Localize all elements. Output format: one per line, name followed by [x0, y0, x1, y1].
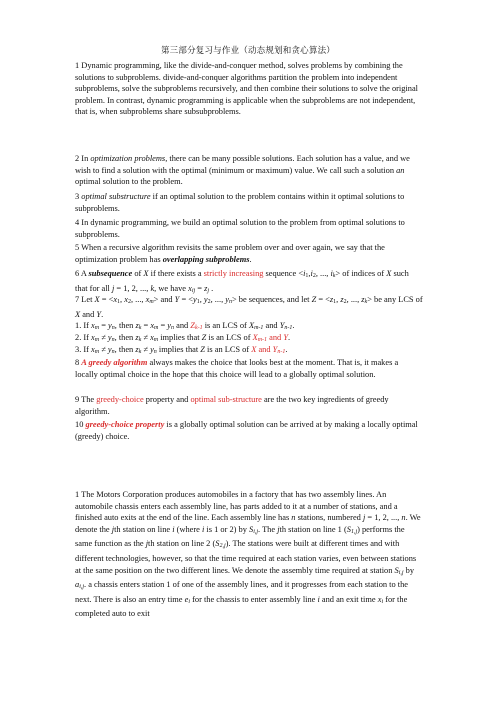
- text-run: X: [386, 269, 392, 278]
- text-run: .: [285, 345, 288, 354]
- text-run: A greedy algorithm: [81, 358, 148, 367]
- text-run: 1: [117, 299, 121, 305]
- text-run: m-1: [257, 337, 268, 343]
- text-run: m: [153, 337, 159, 343]
- text-run: optimization problems: [90, 154, 166, 163]
- text-run: and an exit time: [319, 594, 378, 604]
- text-run: 7 Let: [75, 295, 95, 304]
- text-run: = <: [179, 295, 193, 304]
- text-run: , ...,: [315, 269, 331, 278]
- text-run: property and: [143, 395, 191, 404]
- text-run: Y: [283, 333, 289, 342]
- text-run: x: [91, 321, 95, 330]
- text-run: by: [403, 565, 415, 575]
- text-run: ). The stations were built at different times and with different technologies, however, so that the time required at each station varies, even between stations at the same position on the two different lines. We denote the assembly time required at station: [75, 539, 417, 575]
- text-run: j: [111, 524, 115, 534]
- text-run: optimal substructure: [81, 192, 151, 201]
- text-run: Y: [279, 321, 285, 330]
- text-run: 2: [207, 299, 211, 305]
- text-run: m: [149, 299, 154, 305]
- text-run: th station on line 2 (: [148, 539, 216, 549]
- text-run: 2: [312, 273, 316, 279]
- text-run: stations, numbered: [295, 513, 363, 523]
- text-run: Z: [190, 321, 195, 330]
- text-run: for the completed auto to exit: [75, 594, 408, 619]
- text-run: i: [303, 269, 306, 278]
- text-run: Y: [96, 309, 102, 319]
- text-run: x: [113, 295, 118, 304]
- text-run: z: [135, 333, 139, 342]
- text-run: implies that: [158, 333, 202, 342]
- text-run: = 1, 2, ...,: [114, 283, 151, 293]
- text-run: and: [80, 309, 97, 319]
- text-run: z: [204, 283, 208, 293]
- text-run: y: [167, 321, 172, 330]
- text-run: 3. If: [75, 345, 92, 354]
- point-1: [75, 60, 423, 118]
- text-run: 10: [75, 420, 86, 429]
- text-run: th station on line: [114, 524, 173, 534]
- text-run: X: [75, 309, 81, 319]
- text-run: 2,j: [219, 543, 226, 550]
- text-run: . The: [258, 524, 278, 534]
- text-run: x: [91, 345, 95, 354]
- text-run: n: [291, 513, 296, 523]
- text-run: subsequence: [88, 269, 133, 278]
- text-run: if an optimal solution to the problem contains within it optimal solutions to subproblems.: [75, 192, 405, 213]
- text-run: . a chassis enters station 1 of one of the assembly lines, and it progresses from each station to the next. There is also an entry time: [75, 580, 409, 604]
- text-run: Y: [174, 295, 180, 304]
- text-run: always makes the choice that looks best at the moment. That is, it makes a locally optimal choice in the hope that this choice will lead to a globally optimal solution.: [75, 358, 399, 379]
- text-run: z: [340, 295, 344, 304]
- text-run: , then: [114, 321, 136, 330]
- text-run: i: [330, 269, 333, 278]
- text-run: j: [362, 513, 366, 523]
- text-run: k: [138, 337, 142, 343]
- text-run: j: [145, 539, 149, 549]
- text-run: 1,j: [350, 528, 358, 535]
- text-run: overlapping subproblems: [162, 254, 250, 264]
- text-run: X: [252, 333, 258, 342]
- text-run: Z: [200, 345, 205, 354]
- text-run: i: [202, 524, 205, 534]
- text-run: 1: [305, 273, 309, 279]
- text-run: n: [171, 325, 175, 331]
- text-run: ij: [191, 287, 196, 294]
- text-run: . We denote the: [75, 513, 421, 534]
- text-run: ,: [308, 269, 311, 278]
- text-run: x: [377, 594, 382, 604]
- text-run: S: [215, 539, 220, 549]
- text-run: (where: [174, 524, 202, 534]
- text-run: if there exists a: [148, 269, 204, 278]
- text-run: 4 In dynamic programming, we build an optimal solution to the problem from optimal solutions to subproblems.: [75, 218, 405, 239]
- text-run: > and: [153, 295, 175, 304]
- text-run: j: [207, 287, 210, 294]
- text-run: x: [150, 333, 154, 342]
- text-run: n: [111, 349, 115, 355]
- text-run: greedy-choice property: [85, 420, 165, 429]
- text-run: m: [94, 325, 100, 331]
- text-run: y: [107, 333, 112, 342]
- point-5: [75, 242, 423, 265]
- text-run: is an LCS of: [202, 321, 249, 330]
- text-run: k-1: [194, 325, 203, 331]
- text-run: = <: [99, 295, 114, 304]
- text-run: is a globally optimal solution can be arrived at by making a locally optimal (greedy) choice.: [75, 420, 418, 441]
- text-run: z: [329, 295, 334, 304]
- text-run: k: [138, 325, 142, 331]
- text-run: is 1 or 2) by: [204, 524, 249, 534]
- text-run: ,: [199, 295, 204, 304]
- text-run: k: [150, 283, 155, 293]
- text-run: 1. If: [75, 321, 92, 330]
- text-run: are the two key ingredients of greedy algorithm.: [75, 395, 389, 416]
- exercise-1: [75, 489, 423, 620]
- text-run: z: [361, 295, 365, 304]
- text-run: is an LCS of: [204, 345, 252, 354]
- text-run: n-1: [284, 325, 293, 331]
- text-run: 1 Dynamic programming, like the divide-and-conquer method, solves problems by combining the solutions to subproblems. divide-and-conquer algorithms partition the problem into independent subproblems, solve the subproblems recursively, and then combine their solutions to solve the original problem. In contrast, dynamic programming is applicable when the subproblems are not independent, that is, when subproblems share subsubproblems.: [75, 61, 419, 117]
- text-run: m-1: [254, 325, 264, 331]
- text-run: , there can be many possible solutions. Each solution has a value, and we wish to find a solution with the optimal (minimum or maximum) value. We call such a solution: [75, 154, 410, 175]
- text-run: j: [111, 283, 115, 293]
- text-run: X: [251, 345, 257, 354]
- text-run: z: [135, 321, 139, 330]
- text-run: z: [135, 345, 139, 354]
- point-3: [75, 191, 423, 214]
- text-run: 2 In: [75, 154, 91, 163]
- text-run: > be sequences, and let: [231, 295, 312, 304]
- text-run: 5 When a recursive algorithm revisits the same problem over and over again, we say that the optimization problem has: [75, 243, 385, 264]
- text-run: a: [75, 580, 80, 590]
- text-run: 2. If: [75, 333, 92, 342]
- text-run: , we have: [154, 283, 189, 293]
- text-run: = <: [316, 295, 330, 304]
- text-run: ,: [120, 295, 125, 304]
- text-run: i: [188, 598, 191, 605]
- text-run: 6 A: [75, 269, 89, 278]
- page-title: 第三部分复习与作业（动态规划和贪心算法）: [160, 45, 335, 55]
- text-run: y: [225, 295, 229, 304]
- text-run: , then: [114, 333, 136, 342]
- text-run: x: [188, 283, 192, 293]
- point-9: [75, 394, 423, 417]
- text-run: > be any LCS of: [367, 295, 423, 304]
- text-run: 2: [127, 299, 131, 305]
- text-run: S: [249, 524, 254, 534]
- text-run: X: [143, 269, 149, 278]
- text-run: such that for all: [75, 269, 409, 293]
- text-run: ≠: [99, 345, 108, 354]
- text-run: an: [396, 165, 405, 175]
- point-4: [75, 217, 423, 240]
- text-run: Y: [272, 345, 278, 354]
- text-run: k: [364, 299, 368, 305]
- text-run: =: [99, 321, 109, 330]
- text-run: m: [154, 325, 159, 331]
- text-run: =: [141, 321, 151, 330]
- text-run: .: [288, 333, 291, 342]
- point-7: [75, 294, 423, 320]
- point-10: [75, 419, 423, 442]
- text-run: , ...,: [130, 295, 146, 304]
- text-run: th station on line 1 (: [279, 524, 347, 534]
- text-run: Z: [201, 333, 207, 342]
- text-run: = 1, 2, ...,: [365, 513, 402, 523]
- text-run: n: [111, 325, 115, 331]
- text-run: y: [192, 295, 197, 304]
- text-run: m: [94, 349, 100, 355]
- text-run: ≠: [141, 345, 151, 354]
- text-run: j: [277, 524, 280, 534]
- text-run: .: [101, 309, 104, 319]
- text-run: .: [249, 254, 252, 264]
- text-run: =: [195, 283, 205, 293]
- text-run: n: [111, 337, 115, 343]
- point-2: [75, 153, 423, 188]
- text-run: y: [107, 345, 112, 354]
- text-run: S: [346, 524, 351, 534]
- text-run: y: [108, 321, 112, 330]
- text-run: X: [248, 321, 255, 330]
- text-run: and: [263, 321, 280, 330]
- text-run: of: [132, 269, 144, 278]
- point-6: [75, 268, 423, 297]
- text-run: and: [256, 345, 273, 354]
- text-run: i: [310, 269, 313, 278]
- text-run: implies that: [156, 345, 201, 354]
- text-run: 9 The: [75, 395, 97, 404]
- text-run: k: [138, 349, 142, 355]
- text-run: x: [124, 295, 128, 304]
- text-run: 1: [333, 299, 337, 305]
- text-run: for the chassis to enter assembly line: [190, 594, 318, 604]
- text-run: , ...,: [210, 295, 226, 304]
- text-run: k: [332, 273, 336, 279]
- text-run: strictly increasing: [203, 269, 264, 278]
- text-run: i: [381, 598, 384, 605]
- text-run: 1 The Motors Corporation produces automobiles in a factory that has two assembly lines. An automobile chassis enters each assembly line, has parts added to it at a number of stations, and a finished auto exits at the end of the line. Each assembly line has: [75, 490, 398, 523]
- text-run: ≠: [99, 333, 108, 342]
- text-run: Z: [311, 295, 317, 304]
- text-run: n-1: [277, 349, 286, 355]
- text-run: and: [267, 333, 284, 342]
- text-run: S: [394, 565, 399, 575]
- text-run: > of indices of: [335, 269, 387, 278]
- text-run: n: [401, 513, 406, 523]
- text-run: 1: [196, 299, 200, 305]
- point-8: [75, 357, 423, 380]
- text-run: =: [158, 321, 168, 330]
- text-run: i,j: [253, 528, 259, 535]
- text-run: X: [94, 295, 100, 304]
- text-run: 8: [75, 358, 82, 367]
- text-run: x: [150, 321, 155, 330]
- text-run: and: [174, 321, 191, 330]
- text-run: 3: [75, 192, 82, 201]
- text-run: i,j: [398, 569, 404, 576]
- text-run: x: [91, 333, 95, 342]
- text-run: i,j: [79, 584, 85, 591]
- text-run: optimal sub-structure: [190, 395, 262, 404]
- text-run: n: [228, 299, 232, 305]
- text-run: .: [209, 283, 214, 293]
- text-run: n: [153, 349, 157, 355]
- text-run: x: [145, 295, 150, 304]
- text-run: ≠: [141, 333, 151, 342]
- text-run: optimal solution to the problem.: [75, 177, 183, 187]
- text-run: ) performs the same function as the: [75, 524, 405, 549]
- text-run: y: [150, 345, 154, 354]
- text-run: i: [317, 594, 320, 604]
- text-run: is an LCS of: [206, 333, 253, 342]
- text-run: sequence <: [263, 269, 304, 278]
- text-run: .: [292, 321, 295, 330]
- text-run: y: [203, 295, 208, 304]
- text-run: greedy-choice: [96, 395, 144, 404]
- text-run: i: [172, 524, 175, 534]
- text-run: , then: [114, 345, 136, 354]
- text-run: m: [94, 337, 100, 343]
- text-run: e: [184, 594, 189, 604]
- text-run: ,: [336, 295, 341, 304]
- text-run: 2: [343, 299, 347, 305]
- text-run: , ...,: [346, 295, 362, 304]
